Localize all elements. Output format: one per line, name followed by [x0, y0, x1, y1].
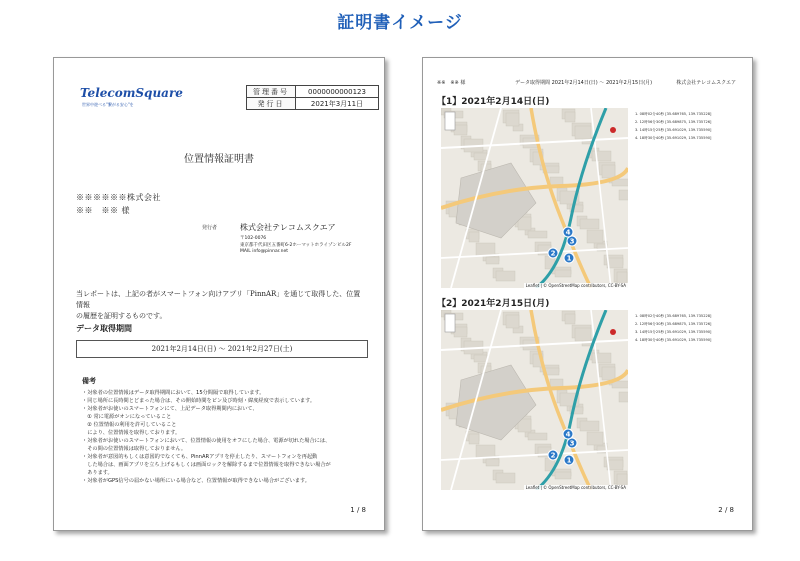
- location-map[interactable]: [441, 310, 628, 490]
- map-building: [496, 473, 515, 483]
- map-graphic: [441, 108, 628, 288]
- map-building: [474, 355, 487, 362]
- map-pin-label: 1: [566, 254, 572, 263]
- note-line: ・対象者がお使いのスマートフォンにて、上記データ取得期間内において、: [82, 406, 258, 412]
- intro-text: [76, 289, 366, 322]
- management-row: [247, 86, 379, 98]
- management-label: 発行日: [247, 98, 296, 110]
- notes-title: 備考: [82, 377, 96, 385]
- map-building: [587, 230, 603, 243]
- zoom-control: [445, 112, 455, 130]
- note-line: ・対象者がGPS信号の届かない場所にいる場合など、位置情報が取得できない場合がございます。: [82, 478, 310, 484]
- map-station: [610, 127, 616, 133]
- map-building: [575, 328, 591, 341]
- map-building: [565, 112, 575, 122]
- map-building: [454, 327, 467, 337]
- note-line: により、位置情報を取得しております。: [82, 430, 181, 436]
- point-item: 4. 18時30分40秒 [35.691029, 139.735590]: [635, 136, 712, 140]
- map-road: [441, 248, 628, 258]
- certificate-page-2: [422, 57, 753, 531]
- header-recipient: ※※ ※※ 様: [437, 80, 466, 86]
- page-number: 2 / 8: [718, 506, 734, 514]
- map-road: [441, 450, 628, 460]
- issuer-address: 東京都千代田区五番町6-2ホーマットホライゾンビル2F: [240, 243, 352, 248]
- point-item: 2. 12時56分30秒 [35.689875, 139.735726]: [635, 120, 712, 124]
- map-graphic: [441, 310, 628, 490]
- recipient-company: ※※※※※※株式会社: [76, 193, 161, 202]
- note-line: ・対象者がお使いのスマートフォンにおいて、位置情報の使用をオフにした場合、電源が切れた場合には、: [82, 438, 331, 444]
- map-building: [580, 219, 599, 229]
- note-line: ・対象者の位置情報はデータ取得期間において、15分間隔で取得しています。: [82, 390, 265, 396]
- map-building: [592, 151, 611, 161]
- map-pin-label: 2: [550, 451, 556, 460]
- map-building: [575, 126, 591, 139]
- logo-text: TelecomSquare: [80, 86, 183, 100]
- map-building: [602, 367, 615, 380]
- section-title: 【1】2021年2月14日(日): [437, 97, 550, 107]
- map-building: [506, 315, 519, 328]
- map-attribution: Leaflet | © OpenStreetMap contributors, CC-BY-SA: [525, 485, 626, 490]
- note-line: ・対象者が意図的もしくは意図的でなくても、PinnARアプリを停止したり、スマートフォンを再起動: [82, 454, 318, 460]
- issuer-postal: 〒102-0076: [240, 236, 267, 241]
- intro-line: 当レポートは、上記の者がスマートフォン向けアプリ「PinnAR」を通じて取得した、位置情報: [76, 290, 361, 309]
- map-building: [580, 421, 599, 431]
- map-pin-label: 3: [569, 439, 575, 448]
- management-value: 2021年3月11日: [296, 98, 379, 110]
- page-heading: 証明書イメージ: [337, 13, 463, 33]
- point-list: [635, 110, 745, 142]
- management-value: 0000000000123: [296, 86, 379, 98]
- document-title: 位置情報証明書: [184, 154, 254, 165]
- zoom-control: [445, 314, 455, 332]
- point-item: 3. 14時15分25秒 [35.691029, 139.735590]: [635, 128, 712, 132]
- note-line: した場合は、画面アプリを立ち上げるもしくは画面ロックを解除するまで位置情報を取得できない場合が: [82, 462, 331, 468]
- map-pin-label: 3: [569, 237, 575, 246]
- note-line: その間の位置情報は取得しておりません。: [82, 446, 187, 452]
- map-building: [565, 314, 575, 324]
- location-map[interactable]: [441, 108, 628, 288]
- logo-tagline: 世界中遊べる"繋がる安心"を: [82, 102, 134, 107]
- header-issuer: 株式会社テレコムスクエア: [676, 80, 736, 86]
- map-building: [602, 165, 615, 178]
- issuer-name: 株式会社テレコムスクエア: [240, 223, 336, 232]
- company-logo: [80, 86, 183, 110]
- map-pin-label: 2: [550, 249, 556, 258]
- map-building: [528, 433, 547, 440]
- management-label: 管理番号: [247, 86, 296, 98]
- issuer-mail: MAIL info@pinnar.net: [240, 249, 288, 254]
- management-row: [247, 98, 379, 110]
- map-pin-label: 4: [565, 228, 571, 237]
- map-building: [587, 432, 603, 445]
- map-building: [555, 270, 571, 277]
- map-building: [619, 392, 628, 402]
- map-building: [555, 472, 571, 479]
- page-number: 1 / 8: [350, 506, 366, 514]
- map-attribution: Leaflet | © OpenStreetMap contributors, CC-BY-SA: [525, 283, 626, 288]
- notes-list: [82, 389, 372, 485]
- map-building: [474, 153, 487, 160]
- section-title: 【2】2021年2月15日(月): [437, 299, 550, 309]
- map-building: [486, 257, 499, 264]
- map-building: [476, 445, 495, 458]
- recipient-person: ※※ ※※ 様: [76, 206, 131, 215]
- point-list: [635, 312, 745, 344]
- period-box: 2021年2月14日(日) 〜 2021年2月27日(土): [76, 340, 368, 358]
- map-building: [476, 243, 495, 256]
- note-line: あります。: [82, 470, 113, 476]
- point-item: 3. 14時15分25秒 [35.691029, 139.735590]: [635, 330, 712, 334]
- map-building: [469, 434, 479, 444]
- certificate-page-1: [53, 57, 385, 531]
- map-pin-label: 4: [565, 430, 571, 439]
- period-title: データ取得期間: [76, 324, 132, 333]
- map-building: [619, 190, 628, 200]
- map-pin-label: 1: [566, 456, 572, 465]
- map-building: [454, 125, 467, 135]
- note-line: ② 位置情報の利用を許可していること: [82, 422, 177, 428]
- note-line: ① 常に電源がオンになっていること: [82, 414, 172, 420]
- management-table: [246, 85, 379, 110]
- map-building: [506, 113, 519, 126]
- map-building: [486, 459, 499, 466]
- map-building: [528, 231, 547, 238]
- map-station: [610, 329, 616, 335]
- point-item: 2. 12時56分30秒 [35.689875, 139.735726]: [635, 322, 712, 326]
- point-item: 1. 08時02分40秒 [35.689765, 139.735228]: [635, 314, 712, 318]
- header-period: データ取得期間 2021年2月14日(日) 〜 2021年2月15日(月): [515, 80, 653, 86]
- point-item: 1. 08時02分40秒 [35.689765, 139.735228]: [635, 112, 712, 116]
- map-building: [592, 353, 611, 363]
- intro-line: の履歴を証明するものです。: [76, 312, 167, 320]
- issuer-label: 発行者: [202, 225, 218, 231]
- point-item: 4. 18時30分40秒 [35.691029, 139.735590]: [635, 338, 712, 342]
- map-building: [496, 271, 515, 281]
- note-line: ・同じ場所に長時間とどまった場合は、その開始時間をピン及び時刻・緯度経度で表示しています。: [82, 398, 316, 404]
- map-building: [469, 232, 479, 242]
